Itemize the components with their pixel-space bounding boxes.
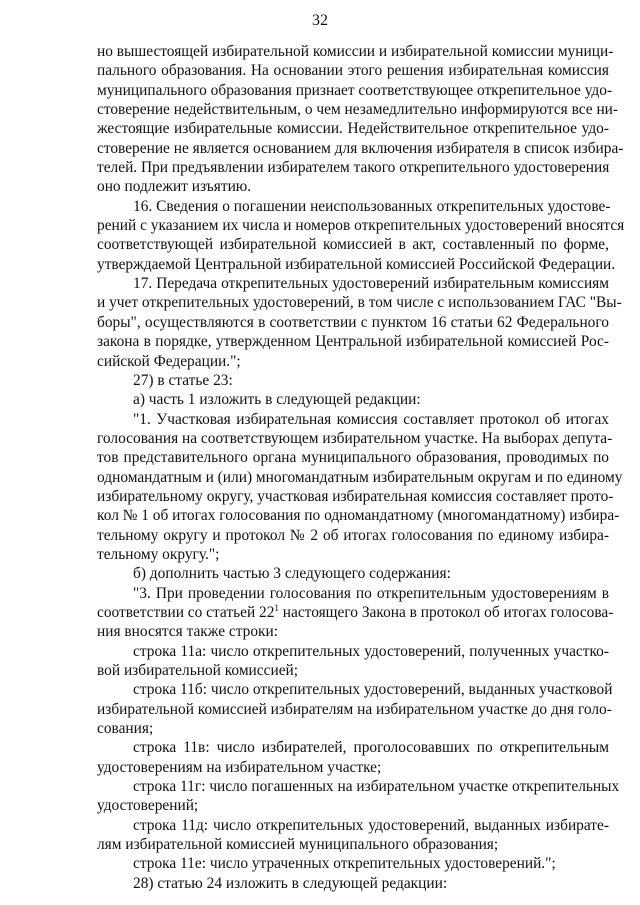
text-line: голосования на соответствующем избирательном участке. На выборах депута- [97,429,613,447]
text-line: 28) статью 24 изложить в следующей редакции: [133,874,448,892]
text-line: пального образования. На основании этого решения избирательная комиссия [97,62,609,80]
text-line: удостоверений; [97,797,199,815]
text-line: 27) в статье 23: [133,371,233,389]
text-line: избирательной комиссией избирателям на избирательном участке до дня голо- [97,700,612,718]
text-line: строка 11г: число погашенных на избирательном участке открепительных [133,778,620,796]
text-line: сования; [97,720,154,738]
text-line: утверждаемой Центральной избирательной комиссией Российской Федерации. [97,255,616,273]
text-line: тельному округу."; [97,545,220,563]
text-line: боры", осуществляются в соответствии с пунктом 16 статьи 62 Федерального [97,313,609,331]
text-line: но вышестоящей избирательной комиссии и избирательной комиссии муници- [97,43,614,60]
text-line: строка 11д: число открепительных удостоверений, выданных избирате- [133,816,609,834]
text-line: соответствующей избирательной комиссией в акт, составленный по форме, [97,236,609,254]
text-line: жестоящие избирательные комиссии. Недействительное открепительное удо- [97,120,609,138]
text-line: рений с указанием их числа и номеров открепительных удостоверений вносятся [97,217,625,235]
text-segment: настоящего Закона в протокол об итогах голосова- [278,603,614,621]
text-line: стоверение недействительным, о чем незамедлительно информируются все ни- [97,101,619,119]
text-line: тов представительного органа муниципального образования, проводимых по [97,449,609,467]
text-line: тельному округу и протокол № 2 об итогах голосования по единому избира- [97,526,609,544]
text-line: лям избирательной комиссией муниципального образования; [97,836,499,854]
text-line: а) часть 1 изложить в следующей редакции: [133,391,421,409]
text-line: стоверение не является основанием для включения избирателя в список избира- [97,139,624,157]
text-line: строка 11е: число утраченных открепительных удостоверений."; [133,855,556,873]
text-line: закона в порядке, утвержденном Центральной избирательной комиссией Рос- [97,333,609,351]
text-line: телей. При предъявлении избирателем такого открепительного удостоверения [97,159,610,177]
text-line: 17. Передача открепительных удостоверений избирательным комиссиям [133,275,609,293]
text-line: избирательному округу, участковая избирательная комиссия составляет прото- [97,487,614,505]
text-line: "3. При проведении голосования по открепительным удостоверениям в [133,584,609,602]
text-line: строка 11б: число открепительных удостоверений, выданных участковой [133,681,613,699]
text-line: вой избирательной комиссией; [97,662,299,679]
text-line: строка 11а: число открепительных удостоверений, полученных участко- [133,642,609,660]
superscript: 1 [274,602,279,613]
page-number: 32 [312,12,328,29]
text-line: оно подлежит изъятию. [97,178,252,196]
text-line: строка 11в: число избирателей, проголосовавших по открепительным [133,739,609,757]
text-segment: соответствии со статьей 22 [97,603,275,621]
text-line: ния вносятся также строки: [97,623,279,641]
text-line: удостоверениям на избирательном участке; [97,758,382,776]
text-line: одномандатным и (или) многомандатным избирательным округам и по единому [97,468,623,486]
document-body [97,42,625,893]
text-line: муниципального образования признает соответствующее открепительное удо- [97,81,613,99]
text-line: и учет открепительных удостоверений, в том числе с использованием ГАС "Вы- [97,294,622,312]
text-line: "1. Участковая избирательная комиссия составляет протокол об итогах [133,410,609,428]
text-line: 16. Сведения о погашении неиспользованных открепительных удостове- [133,197,611,215]
text-line: кол № 1 об итогах голосования по одномандатному (многомандатному) избира- [97,507,620,525]
text-line: сийской Федерации."; [97,352,241,370]
text-line: б) дополнить частью 3 следующего содержания: [133,565,451,583]
text-line [97,602,614,622]
